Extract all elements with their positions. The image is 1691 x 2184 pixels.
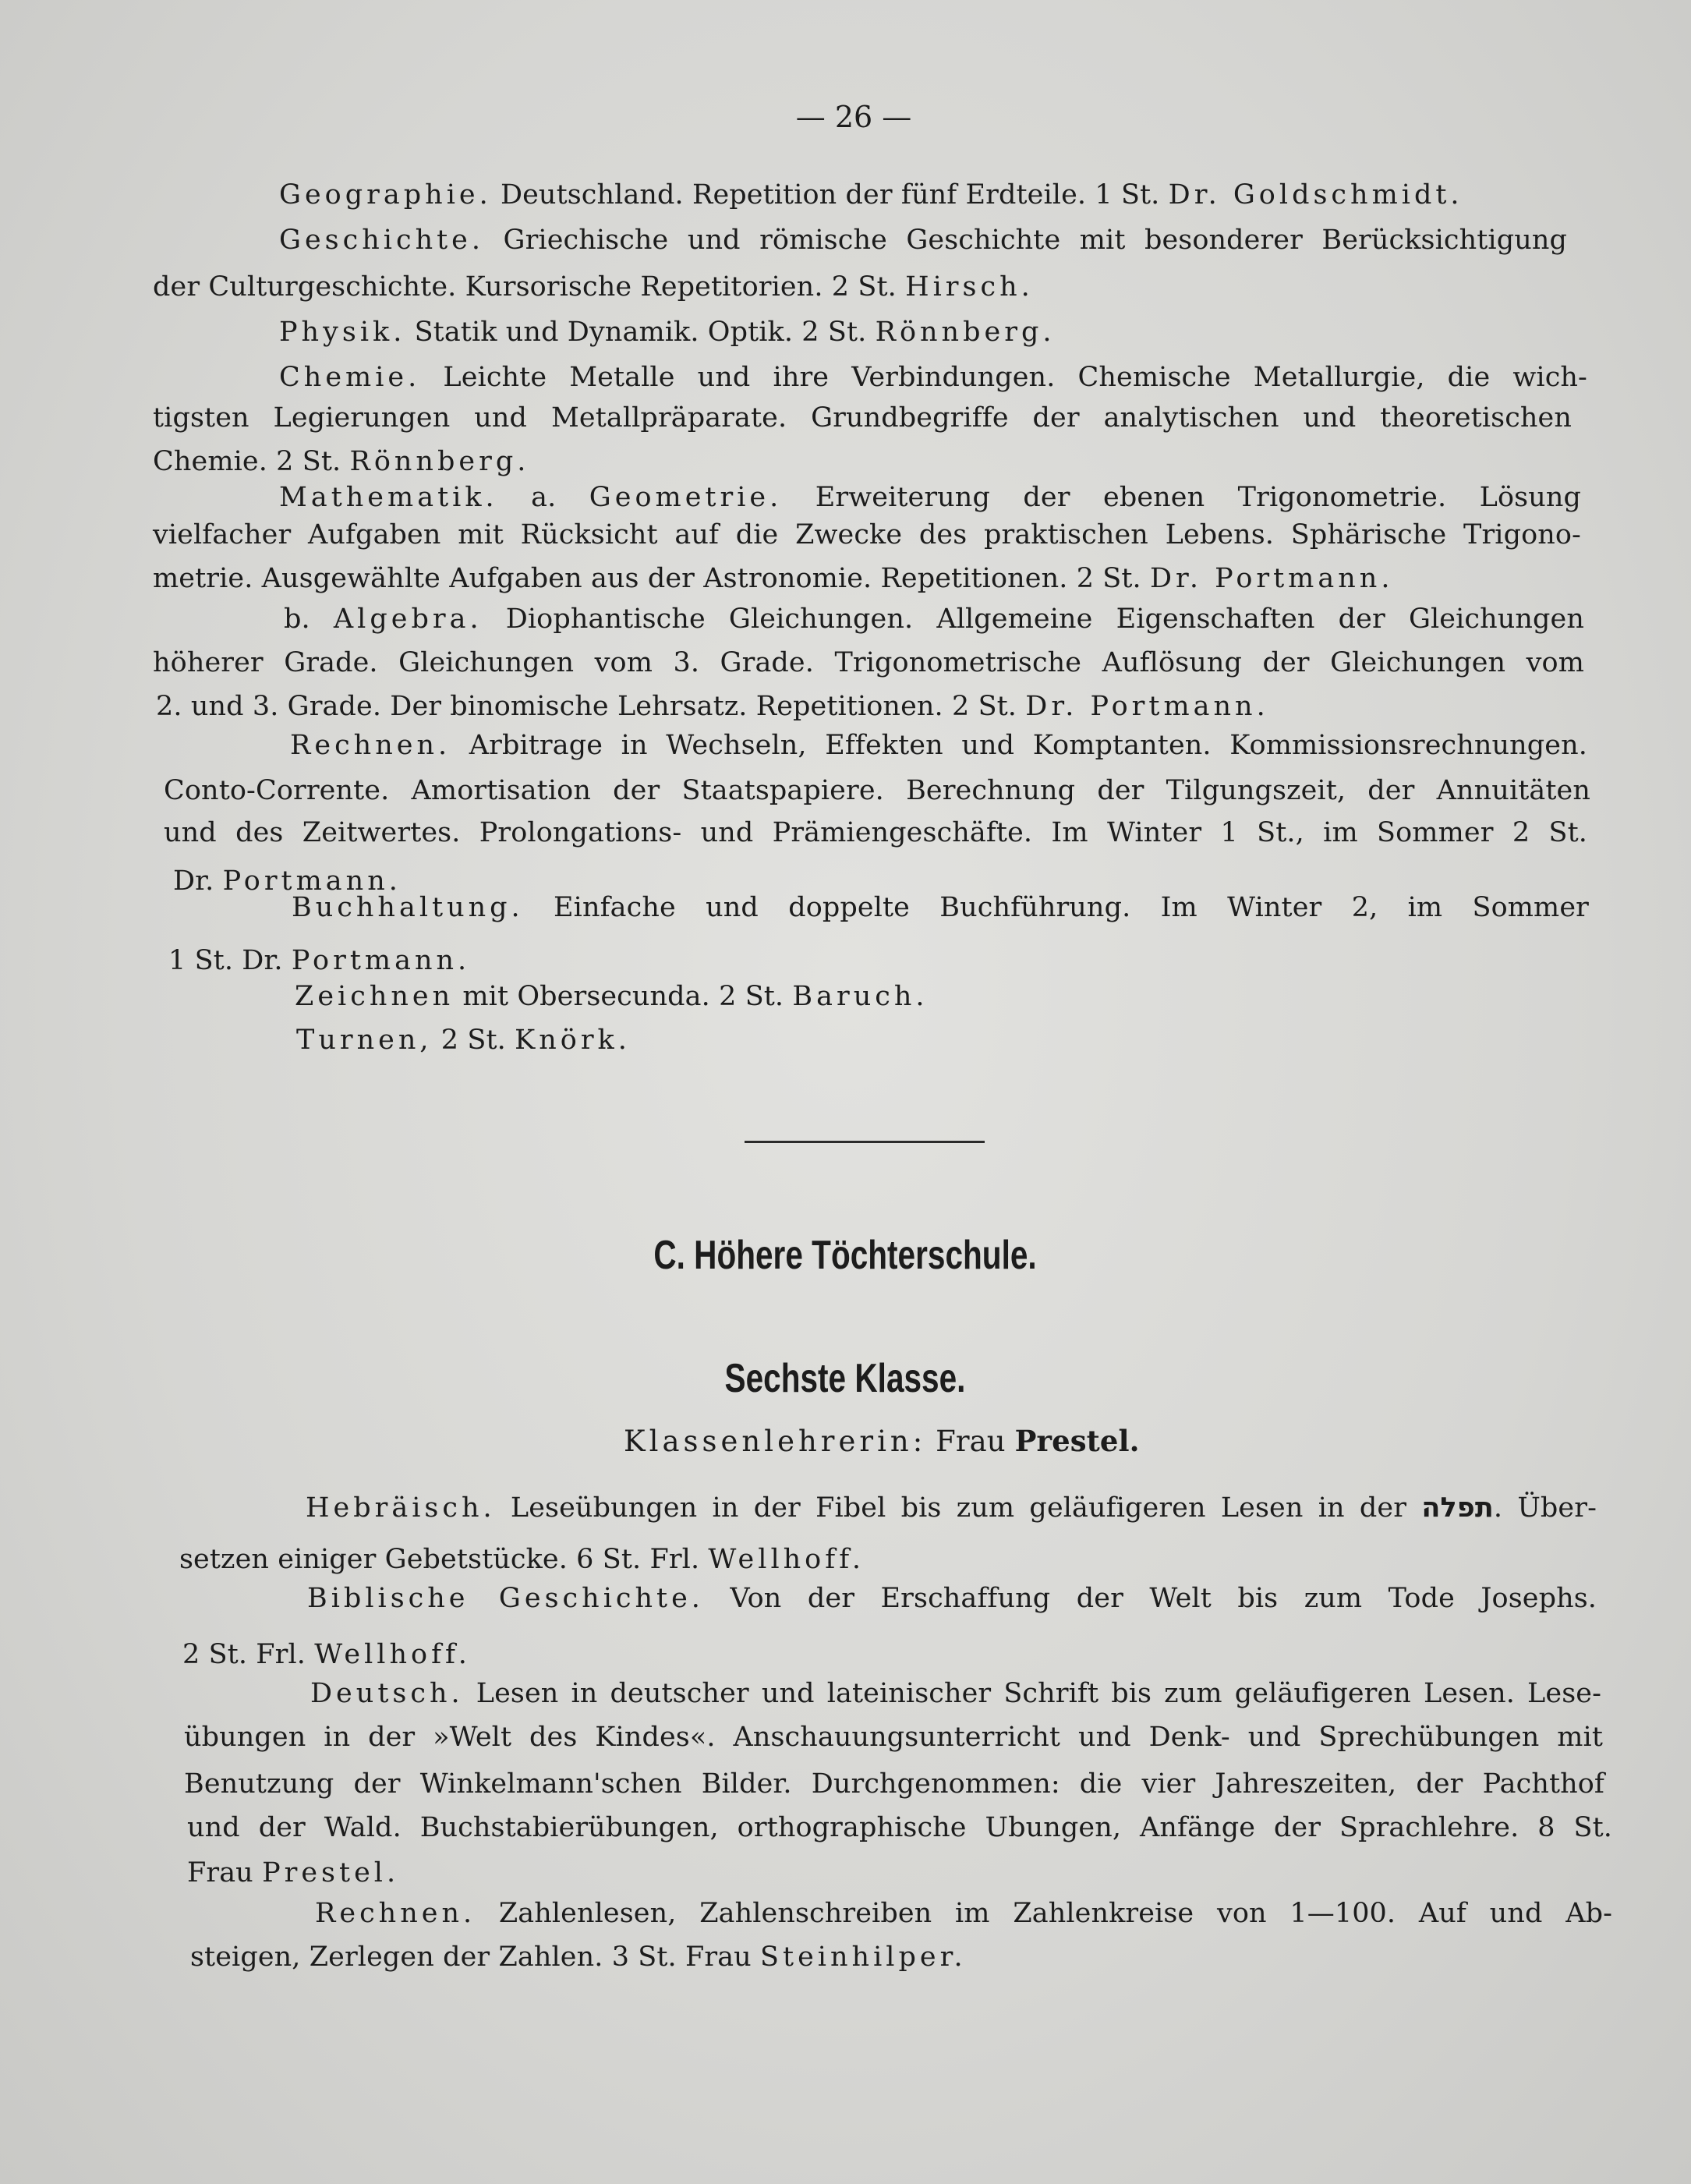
line-text: Benutzung der Winkelmann'schen Bilder. Durchgenommen: die vier Jahreszeiten, der Pachthof	[184, 1768, 1604, 1800]
text-line	[187, 1856, 399, 1890]
text-line-chemie	[279, 360, 1587, 395]
line-text: Dr.	[173, 865, 223, 897]
line-text: . Über-	[1493, 1492, 1597, 1524]
teacher-name: Dr. Goldschmidt.	[1168, 179, 1463, 211]
teacher-name: Rönnberg.	[875, 317, 1056, 348]
text-line	[182, 1637, 471, 1672]
text-line-zeichnen	[295, 979, 929, 1014]
line-text: Frau	[926, 1425, 1015, 1458]
text-line-turnen	[296, 1023, 631, 1057]
subject-label: Chemie.	[279, 362, 421, 393]
text-line	[184, 1767, 1604, 1801]
line-text: 2. und 3. Grade. Der binomische Lehrsatz. Repetitionen. 2 St.	[156, 691, 1026, 722]
text-line-deutsch	[310, 1676, 1601, 1711]
text-line-algebra	[284, 602, 1584, 636]
text-line	[153, 401, 1572, 435]
line-text: 1 St. Dr.	[168, 945, 292, 976]
text-line	[190, 1940, 967, 1974]
line-text: Zahlenlesen, Zahlenschreiben im Zahlenkreise von 1—100. Auf und Ab-	[476, 1898, 1612, 1929]
line-text: Frau	[187, 1857, 263, 1888]
line-text: Griechische und römische Geschichte mit besonderer Berücksichtigung	[484, 225, 1567, 256]
teacher-name: Rönnberg.	[349, 446, 530, 477]
line-text: Leseübungen in der Fibel bis zum geläufigeren Lesen in der	[495, 1492, 1422, 1524]
line-text: 2 St. Frl.	[182, 1639, 315, 1670]
subject-label: Geschichte.	[279, 225, 485, 256]
line-text: Einfache und doppelte Buchführung. Im Winter 2, im Sommer	[523, 892, 1589, 923]
line-text: Von der Erschaffung der Welt bis zum Tode Josephs.	[703, 1583, 1597, 1614]
line-text: metrie. Ausgewählte Aufgaben aus der Astronomie. Repetitionen. 2 St.	[153, 563, 1150, 594]
line-text: und des Zeitwertes. Prolongations- und Prämiengeschäfte. Im Winter 1 St., im Sommer 2 St.	[164, 817, 1587, 848]
text-line	[156, 689, 1269, 724]
text-line-buchhaltung	[292, 890, 1589, 925]
teacher-name: Portmann.	[291, 945, 471, 976]
text-line-physik	[279, 315, 1055, 349]
text-line	[164, 816, 1587, 850]
line-text: höherer Grade. Gleichungen vom 3. Grade. Trigonometrische Auflösung der Gleichungen vom	[153, 647, 1584, 678]
text-line-geographie	[279, 178, 1463, 212]
subject-label: Geographie.	[279, 179, 492, 211]
class-teacher-line	[624, 1424, 1140, 1459]
class-teacher-label: Klassenlehrerin:	[624, 1425, 927, 1458]
teacher-name: Portmann.	[222, 865, 402, 897]
subject-label: Hebräisch.	[306, 1492, 496, 1524]
text-line-geschichte	[279, 223, 1567, 257]
subject-label: Turnen,	[296, 1025, 433, 1056]
teacher-name: Wellhoff.	[708, 1544, 865, 1575]
text-line-biblische-geschichte	[307, 1581, 1597, 1616]
text-line	[184, 1720, 1603, 1754]
line-text: b.	[284, 604, 334, 635]
line-text: a.	[497, 482, 589, 513]
subject-label: Biblische Geschichte.	[307, 1583, 704, 1614]
line-text: übungen in der »Welt des Kindes«. Anschauungsunterricht und Denk- und Sprechübungen mit	[184, 1722, 1603, 1753]
section-heading: C. Höhere Töchterschule.	[653, 1233, 1037, 1278]
subject-label: Deutsch.	[310, 1678, 464, 1709]
text-line-mathematik	[279, 480, 1581, 515]
page-number: — 26 —	[795, 100, 912, 134]
subject-label: Rechnen.	[315, 1898, 476, 1929]
subject-label: Physik.	[279, 317, 406, 348]
class-heading: Sechste Klasse.	[724, 1356, 966, 1401]
line-text: Conto-Corrente. Amortisation der Staatspapiere. Berechnung der Tilgungszeit, der Annuitäten	[164, 775, 1590, 806]
text-line	[187, 1811, 1612, 1845]
line-text: Statik und Dynamik. Optik. 2 St.	[405, 317, 876, 348]
text-line	[179, 1542, 865, 1577]
text-line	[168, 943, 470, 978]
subject-label: Rechnen.	[290, 730, 451, 761]
text-line	[153, 518, 1581, 552]
text-line	[153, 270, 1034, 304]
subject-label: Buchhaltung.	[292, 892, 524, 923]
section-divider	[745, 1141, 985, 1143]
line-text: Lesen in deutscher und lateinischer Schrift bis zum geläufigeren Lesen. Lese-	[463, 1678, 1601, 1709]
teacher-name: Baruch.	[792, 981, 929, 1012]
line-text: mit Obersecunda. 2 St.	[454, 981, 793, 1012]
line-text: vielfacher Aufgaben mit Rücksicht auf die Zwecke des praktischen Lebens. Sphärische Trigono-	[153, 519, 1581, 550]
teacher-name: Dr. Portmann.	[1149, 563, 1394, 594]
teacher-name: Steinhilper.	[760, 1942, 967, 1973]
subject-label: Zeichnen	[295, 981, 455, 1012]
text-line-rechnen-lower	[315, 1896, 1612, 1931]
text-line	[153, 444, 529, 479]
hebrew-word: תפלה	[1421, 1492, 1494, 1524]
line-text: Diophantische Gleichungen. Allgemeine Eigenschaften der Gleichungen	[482, 604, 1584, 635]
teacher-name: Wellhoff.	[314, 1639, 471, 1670]
line-text: der Culturgeschichte. Kursorische Repetitorien. 2 St.	[153, 271, 906, 303]
line-text: Deutschland. Repetition der fünf Erdteile. 1 St.	[491, 179, 1169, 211]
line-text: setzen einiger Gebetstücke. 6 St. Frl.	[179, 1544, 709, 1575]
line-text: Arbitrage in Wechseln, Effekten und Komptanten. Kommissionsrechnungen.	[451, 730, 1587, 761]
line-text: Leichte Metalle und ihre Verbindungen. Chemische Metallurgie, die wich-	[420, 362, 1587, 393]
subject-label: Algebra.	[333, 604, 483, 635]
text-line-rechnen	[290, 728, 1587, 763]
text-line	[153, 561, 1393, 596]
line-text: tigsten Legierungen und Metallpräparate. Grundbegriffe der analytischen und theoretischen	[153, 402, 1572, 434]
text-line-hebraeisch	[306, 1491, 1597, 1525]
teacher-name: Hirsch.	[905, 271, 1034, 303]
class-teacher-name: Prestel.	[1014, 1424, 1140, 1458]
line-text: Chemie. 2 St.	[153, 446, 350, 477]
subject-label: Geometrie.	[589, 482, 783, 513]
teacher-name: Prestel.	[262, 1857, 400, 1888]
line-text: steigen, Zerlegen der Zahlen. 3 St. Frau	[190, 1942, 761, 1973]
line-text: 2 St.	[432, 1025, 515, 1056]
text-line	[164, 773, 1590, 808]
teacher-name: Knörk.	[515, 1025, 631, 1056]
line-text: und der Wald. Buchstabierübungen, orthographische Ubungen, Anfänge der Sprachlehre. 8 St.	[187, 1812, 1612, 1843]
text-line	[153, 646, 1584, 680]
line-text: Erweiterung der ebenen Trigonometrie. Lösung	[782, 482, 1581, 513]
subject-label: Mathematik.	[279, 482, 498, 513]
teacher-name: Dr. Portmann.	[1025, 691, 1269, 722]
